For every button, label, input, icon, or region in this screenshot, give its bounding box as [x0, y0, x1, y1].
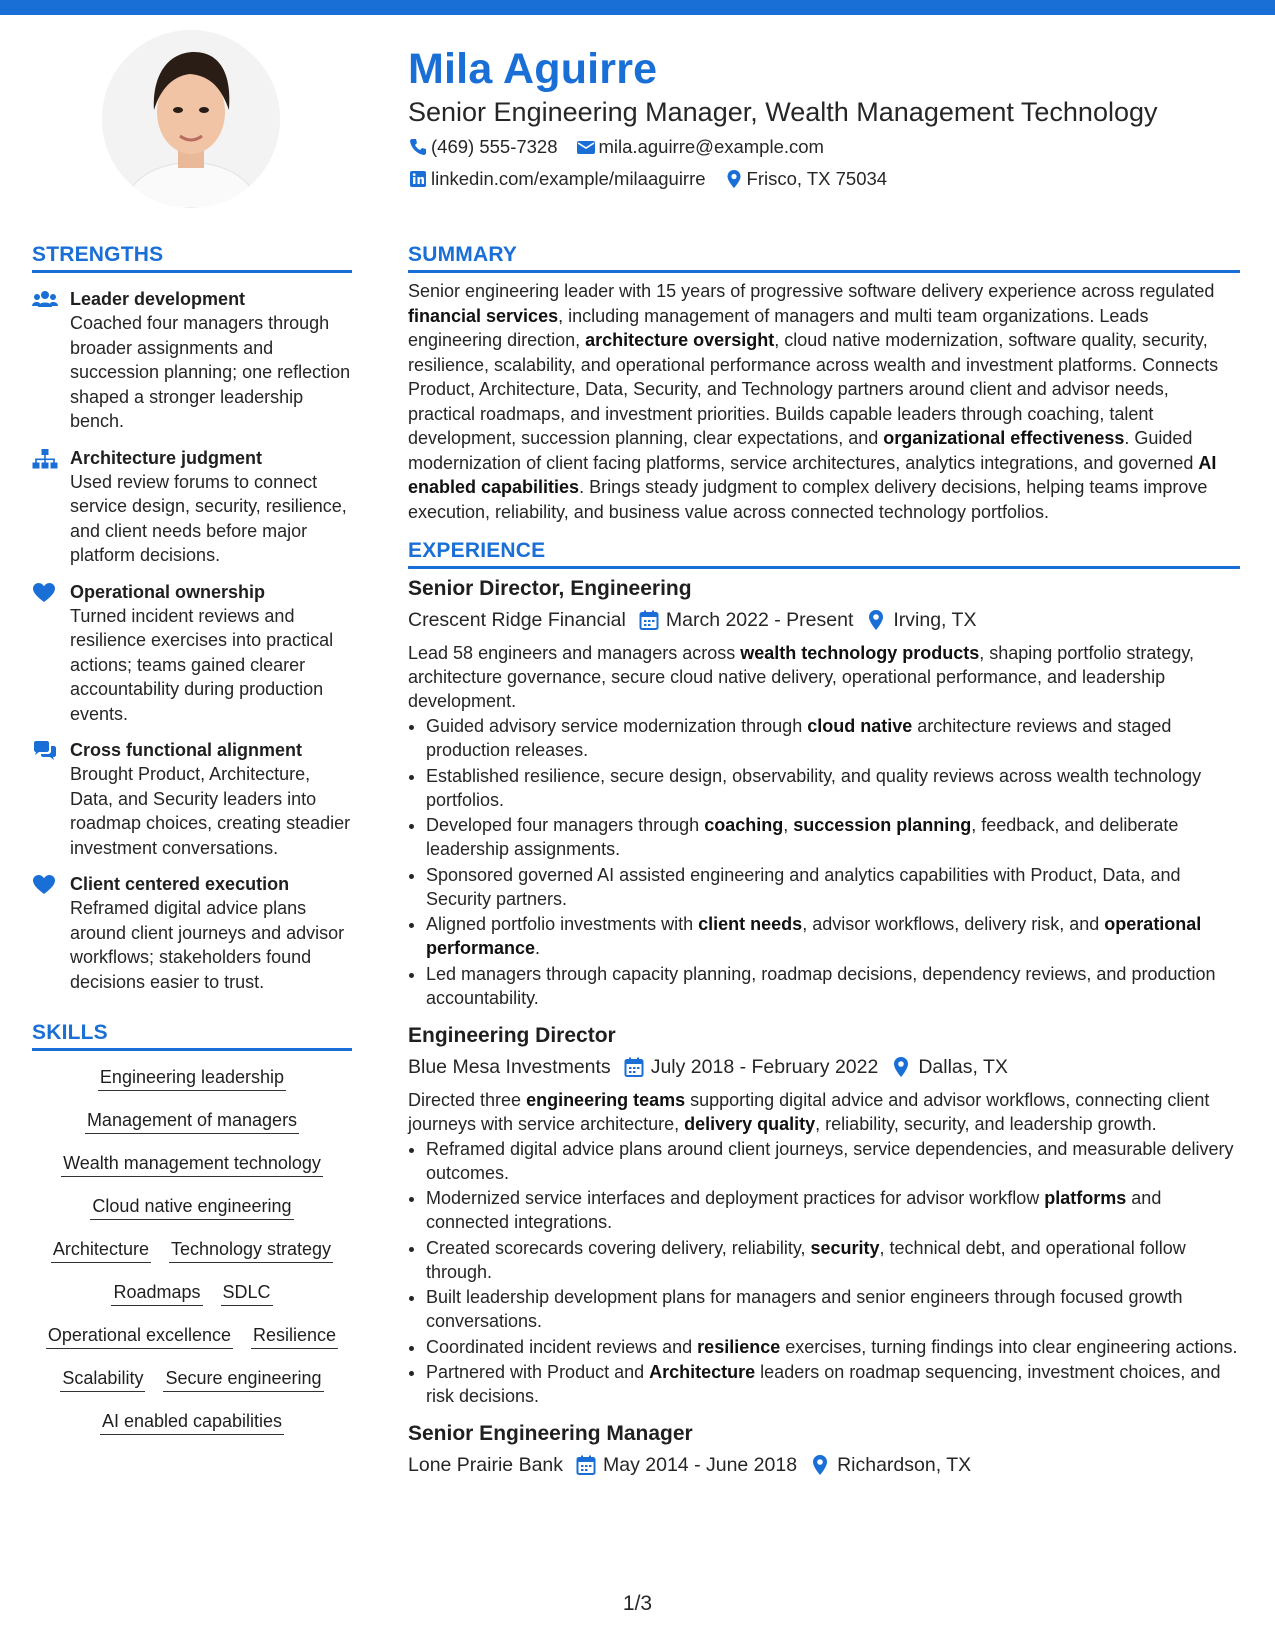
job-bullet: • Established resilience, secure design, observability, and quality reviews across wealth technology portfolios. [426, 764, 1240, 812]
job-dates-text: March 2022 - Present [665, 609, 854, 631]
emphasis-text: client needs [698, 914, 803, 934]
skill-tag: Engineering leadership [98, 1065, 286, 1091]
strength-description: Reframed digital advice plans around client journeys and advisor workflows; stakeholders found decisions easier to trust. [70, 898, 345, 992]
job-location [890, 1054, 1008, 1080]
candidate-title: Senior Engineering Manager, Wealth Management Technology [408, 97, 1158, 127]
emphasis-text: delivery quality [684, 1113, 816, 1134]
emphasis-text: Architecture [649, 1362, 756, 1382]
comments-icon [32, 738, 70, 860]
job-location-text: Irving, TX [893, 609, 977, 631]
map-pin-icon [890, 1056, 912, 1078]
skill-tag: Technology strategy [169, 1237, 333, 1263]
left-column [32, 242, 352, 1452]
contact-row-1 [408, 136, 1248, 158]
job-bullet: • Developed four managers through coaching, succession planning, feedback, and deliberate leadership assignments. [426, 813, 1240, 861]
emphasis-text: AI enabled capabilities [408, 452, 1217, 497]
strength-item [32, 738, 352, 860]
strength-title: Operational ownership [70, 581, 266, 602]
top-accent-bar [0, 0, 1275, 15]
emphasis-text: resilience [697, 1336, 781, 1357]
skill-tag: Scalability [60, 1366, 145, 1392]
calendar-icon [638, 609, 660, 631]
strength-title: Cross functional alignment [70, 740, 303, 760]
job-bullet: • Sponsored governed AI assisted engineering and analytics capabilities with Product, Data, and Security partners. [426, 863, 1240, 911]
job-summary: Directed three engineering teams supporting digital advice and advisor workflows, connecting client journeys with service architecture, delivery quality, reliability, security, and leadership growth. [408, 1089, 1210, 1134]
job-dates-text: July 2018 - February 2022 [650, 1055, 879, 1078]
job-bullet: • Reframed digital advice plans around client journeys, service dependencies, and measurable delivery outcomes. [426, 1137, 1240, 1185]
strength-description: Turned incident reviews and resilience exercises into practical actions; teams gained clearer accountability during production events. [70, 605, 334, 724]
job-summary: Lead 58 engineers and managers across wealth technology products, shaping portfolio strategy, architecture governance, secure cloud native delivery, operational performance, and leadership development. [408, 643, 1195, 711]
strength-body [70, 287, 352, 434]
emphasis-text: operational performance [426, 914, 1202, 958]
calendar-icon [623, 1056, 645, 1078]
phone-text: (469) 555-7328 [431, 136, 558, 157]
job-location [809, 1452, 971, 1478]
strength-item [32, 446, 352, 568]
skill-row [32, 1366, 352, 1392]
job-bullets [408, 714, 1240, 1010]
skills-heading: SKILLS [32, 1020, 352, 1051]
summary-heading: SUMMARY [408, 242, 1240, 273]
emphasis-text: organizational effectiveness [883, 428, 1125, 448]
skill-row [32, 1409, 352, 1435]
skill-row [32, 1108, 352, 1134]
skill-tag: Wealth management technology [61, 1151, 323, 1177]
email-item[interactable] [576, 136, 824, 158]
emphasis-text: platforms [1044, 1188, 1127, 1208]
strength-item [32, 287, 352, 434]
job-title: Senior Director, Engineering [408, 577, 692, 600]
strength-body [70, 872, 352, 994]
job-bullet: • Guided advisory service modernization through cloud native architecture reviews and staged production releases. [426, 714, 1240, 762]
skill-row [32, 1237, 352, 1263]
experience-heading: EXPERIENCE [408, 538, 1240, 569]
job-location-text: Richardson, TX [837, 1454, 972, 1476]
strength-item [32, 580, 352, 727]
profile-photo [102, 30, 280, 208]
job-company: Lone Prairie Bank [408, 1454, 564, 1476]
strengths-heading: STRENGTHS [32, 242, 352, 273]
emphasis-text: financial services [408, 305, 559, 326]
job-entry [408, 1420, 1240, 1478]
strengths-list [32, 287, 352, 994]
strength-description: Used review forums to connect service design, security, resilience, and client needs before major platform decisions. [70, 471, 347, 565]
strength-description: Coached four managers through broader assignments and succession planning; one reflection shaped a stronger leadership bench. [70, 313, 351, 431]
page-number: 1/3 [622, 1592, 653, 1615]
strength-body [70, 446, 352, 568]
skill-row [32, 1065, 352, 1091]
skills-list [32, 1065, 352, 1435]
skill-tag: Cloud native engineering [90, 1194, 293, 1220]
job-meta [408, 607, 1240, 633]
strength-description: Brought Product, Architecture, Data, and Security leaders into roadmap choices, creating steadier investment conversations. [70, 764, 351, 858]
job-company: Crescent Ridge Financial [408, 609, 626, 631]
heart-icon [32, 580, 70, 727]
emphasis-text: architecture oversight [585, 330, 775, 350]
job-bullet: • Modernized service interfaces and deployment practices for advisor workflow platforms and connected integrations. [426, 1186, 1240, 1234]
emphasis-text: cloud native [807, 716, 913, 736]
skill-row [32, 1323, 352, 1349]
job-title: Engineering Director [408, 1023, 616, 1047]
job-bullet: • Created scorecards covering delivery, reliability, security, technical debt, and operational follow through. [426, 1236, 1240, 1284]
job-dates [623, 1054, 879, 1080]
map-pin-icon [865, 609, 887, 631]
emphasis-text: succession planning [793, 815, 972, 835]
users-icon [32, 287, 70, 434]
sitemap-icon [32, 446, 70, 568]
skill-row [32, 1194, 352, 1220]
email-text[interactable]: mila.aguirre@example.com [598, 136, 824, 157]
job-title: Senior Engineering Manager [408, 1422, 693, 1445]
emphasis-text: engineering teams [526, 1089, 686, 1110]
job-bullet: • Led managers through capacity planning, roadmap decisions, dependency reviews, and production accountability. [426, 962, 1240, 1010]
strength-body [70, 738, 352, 860]
linkedin-text[interactable]: linkedin.com/example/milaaguirre [431, 168, 706, 189]
job-dates [638, 607, 854, 633]
job-bullet: • Built leadership development plans for managers and senior engineers through focused growth conversations. [426, 1285, 1240, 1333]
envelope-icon [576, 137, 596, 157]
summary-text: Senior engineering leader with 15 years of progressive software delivery experience across regulated financial services, including management of managers and multi team organizations. Leads engineering direction, architecture oversight, cloud native modernization, software quality, security, resilience, scalability, and operational performance across wealth and investment platforms. Connects Product, Architecture, Data, Security, and Technology partners around client and advisor needs, practical roadmaps, and investment priorities. Builds capable leaders through coaching, talent development, succession planning, clear expectations, and organizational effectiveness. Guided modernization of client facing platforms, service architectures, analytics integrations, and governed AI enabled capabilities. Brings steady judgment to complex delivery decisions, helping teams improve execution, reliability, and business value across connected technology portfolios. [408, 281, 1219, 522]
skill-tag: AI enabled capabilities [100, 1409, 284, 1435]
job-bullets [408, 1137, 1240, 1409]
job-dates-text: May 2014 - June 2018 [603, 1454, 798, 1476]
map-pin-icon [724, 169, 744, 189]
strength-body [70, 580, 352, 727]
job-location [865, 607, 976, 633]
skill-tag: SDLC [221, 1280, 273, 1306]
linkedin-icon [408, 169, 428, 189]
job-bullet: • Aligned portfolio investments with client needs, advisor workflows, delivery risk, and operational performance. [426, 912, 1240, 960]
skill-tag: Operational excellence [46, 1323, 233, 1349]
skill-row [32, 1151, 352, 1177]
location-text: Frisco, TX 75034 [746, 168, 888, 189]
strength-title: Client centered execution [70, 874, 290, 894]
skill-tag: Architecture [51, 1237, 151, 1263]
strength-item [32, 872, 352, 994]
skill-tag: Roadmaps [111, 1280, 202, 1306]
job-meta [408, 1452, 1240, 1478]
job-bullet: • Partnered with Product and Architecture leaders on roadmap sequencing, investment choices, and risk decisions. [426, 1360, 1240, 1408]
contact-row-2 [408, 168, 1248, 190]
job-location-text: Dallas, TX [918, 1055, 1008, 1078]
experience-list [408, 575, 1240, 1478]
skill-tag: Resilience [251, 1323, 338, 1349]
skill-tag: Secure engineering [163, 1366, 323, 1392]
job-dates [575, 1452, 797, 1478]
location-item [724, 168, 888, 190]
phone-icon [408, 137, 428, 157]
heart-icon [32, 872, 70, 994]
job-bullet: • Coordinated incident reviews and resilience exercises, turning findings into clear engineering actions. [426, 1335, 1240, 1359]
emphasis-text: wealth technology products [740, 643, 980, 663]
candidate-name: Mila Aguirre [408, 45, 658, 93]
profile-photo-illustration [102, 30, 280, 208]
calendar-icon [575, 1454, 597, 1476]
phone-item [408, 136, 558, 158]
resume-header [408, 42, 1248, 190]
job-entry [408, 1022, 1240, 1409]
job-meta [408, 1054, 1240, 1080]
job-company: Blue Mesa Investments [408, 1055, 611, 1078]
map-pin-icon [809, 1454, 831, 1476]
skill-tag: Management of managers [85, 1108, 299, 1134]
skill-row [32, 1280, 352, 1306]
strength-title: Architecture judgment [70, 447, 263, 468]
right-column [408, 242, 1240, 1478]
emphasis-text: security [810, 1237, 880, 1258]
linkedin-item[interactable] [408, 168, 706, 190]
emphasis-text: coaching [704, 815, 784, 835]
job-entry [408, 575, 1240, 1010]
strength-title: Leader development [70, 289, 246, 309]
